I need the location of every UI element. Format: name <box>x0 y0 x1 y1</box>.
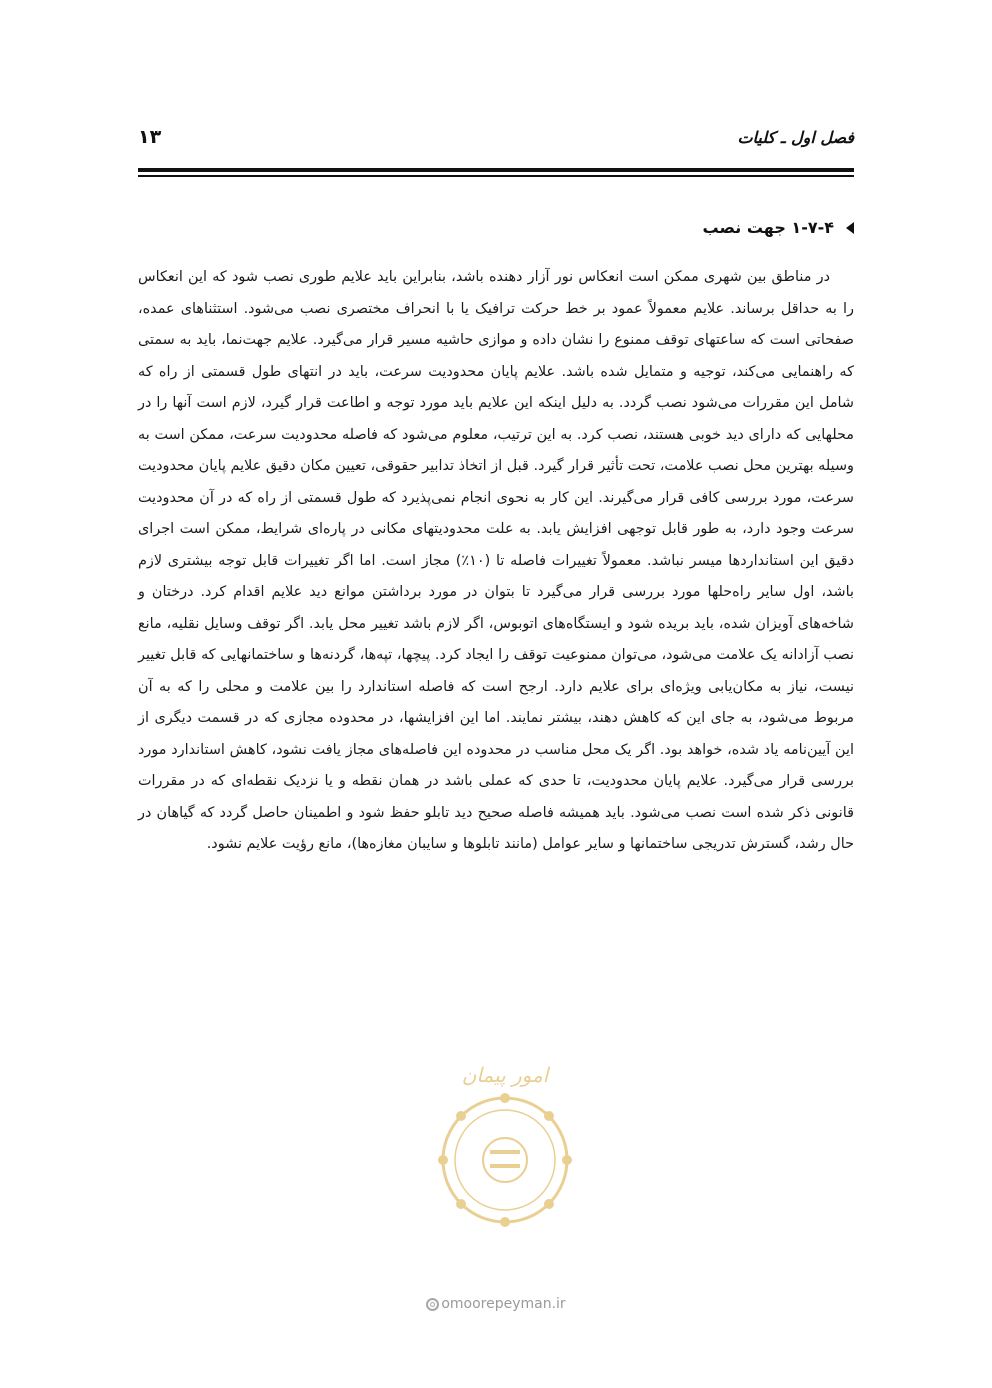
watermark-seal-icon <box>430 1040 580 1250</box>
section-heading-text: ۱-۷-۴ جهت نصب <box>702 218 834 237</box>
at-sign-icon <box>426 1298 439 1311</box>
page-number: ۱۳ <box>138 126 162 148</box>
website-text: omoorepeyman.ir <box>441 1296 566 1312</box>
seal-text: امور پیمان <box>461 1063 549 1087</box>
page-header <box>138 126 854 166</box>
header-rule-thick <box>138 168 854 172</box>
section-heading <box>703 218 854 237</box>
website-watermark <box>0 1296 992 1312</box>
bullet-triangle-icon <box>846 222 854 234</box>
running-title: فصل اول ـ کلیات <box>737 128 854 147</box>
body-paragraph: در مناطق بین شهری ممکن است انعکاس نور آزار دهنده باشد، بنابراین باید علایم طوری نصب شود که این انعکاس را به حداقل برساند. علایم معمولاً عمود بر خط حرکت ترافیک یا با انحراف مختصری نصب می‌شود. استثناهای عمده، صفحاتی است که ساعتهای توقف ممنوع را نشان داده و موازی حاشیه مسیر قرار می‌گیرد. علایم جهت‌نما، باید به سمتی که راهنمایی می‌کند، توجیه و متمایل شده باشد. علایم پایان محدودیت سرعت، باید در انتهای طول قسمتی از راه که شامل این مقررات می‌شود نصب گردد. به دلیل اینکه این علایم باید مورد توجه و اطاعت قرار گیرد، لازم است آنها را در محلهایی که دارای دید خوبی هستند، نصب کرد. به این ترتیب، معلوم می‌شود که فاصله محدودیت سرعت، ممکن است به وسیله بهترین محل نصب علامت، تحت تأثیر قرار گیرد. قبل از اتخاذ تدابیر حقوقی، تعیین مکان دقیق علایم پایان محدودیت سرعت، مورد بررسی کافی قرار می‌گیرند. این کار به نحوی انجام نمی‌پذیرد که طول قسمتی از راه که در آن محدودیت سرعت وجود دارد، به طور قابل توجهی افزایش یابد. به علت محدودیتهای مکانی در پاره‌ای شرایط، ممکن است اجرای دقیق این استانداردها میسر نباشد. معمولاً تغییرات فاصله تا (۱۰٪) مجاز است. اما اگر تغییرات قابل توجه بیشتری لازم باشد، اول سایر راه‌حلها مورد بررسی قرار می‌گیرد تا بتوان در مورد برداشتن موانع دید علایم اقدام کرد. درختان و شاخه‌های آویزان شده، باید بریده شود و ایستگاه‌های اتوبوس، اگر لازم باشد تغییر محل یابد. اگر توقف وسایل نقلیه، مانع نصب آزادانه یک علامت می‌شود، می‌توان ممنوعیت توقف را ایجاد کرد. پیچها، تپه‌ها، گردنه‌ها و ساختمانهایی که قابل تغییر نیست، نیاز به مکان‌یابی ویژه‌ای برای علایم دارد. ارجح است که فاصله استاندارد را بین علامت و محلی را که به آن مربوط می‌شود، به جای این که کاهش دهند، بیشتر نمایند. اما این افزایشها، در محدوده مجازی که در قسمت دیگری از این آیین‌نامه یاد شده، خواهد بود. اگر یک محل مناسب در محدوده این فاصله‌های مجاز یافت نشود، کاهش استاندارد مورد بررسی قرار می‌گیرد. علایم پایان محدودیت، تا حدی که عملی باشد در همان نقطه و یا نزدیک نقطه‌ای که در مقررات قانونی ذکر شده است نصب می‌شود. باید همیشه فاصله صحیح دید تابلو حفظ شود و اطمینان حاصل گردد که گیاهان در حال رشد، گسترش تدریجی ساختمانها و سایر عوامل (مانند تابلوها و سایبان مغازه‌ها)، مانع رؤیت علایم نشود. <box>138 269 854 852</box>
header-rule-thin <box>138 175 854 177</box>
